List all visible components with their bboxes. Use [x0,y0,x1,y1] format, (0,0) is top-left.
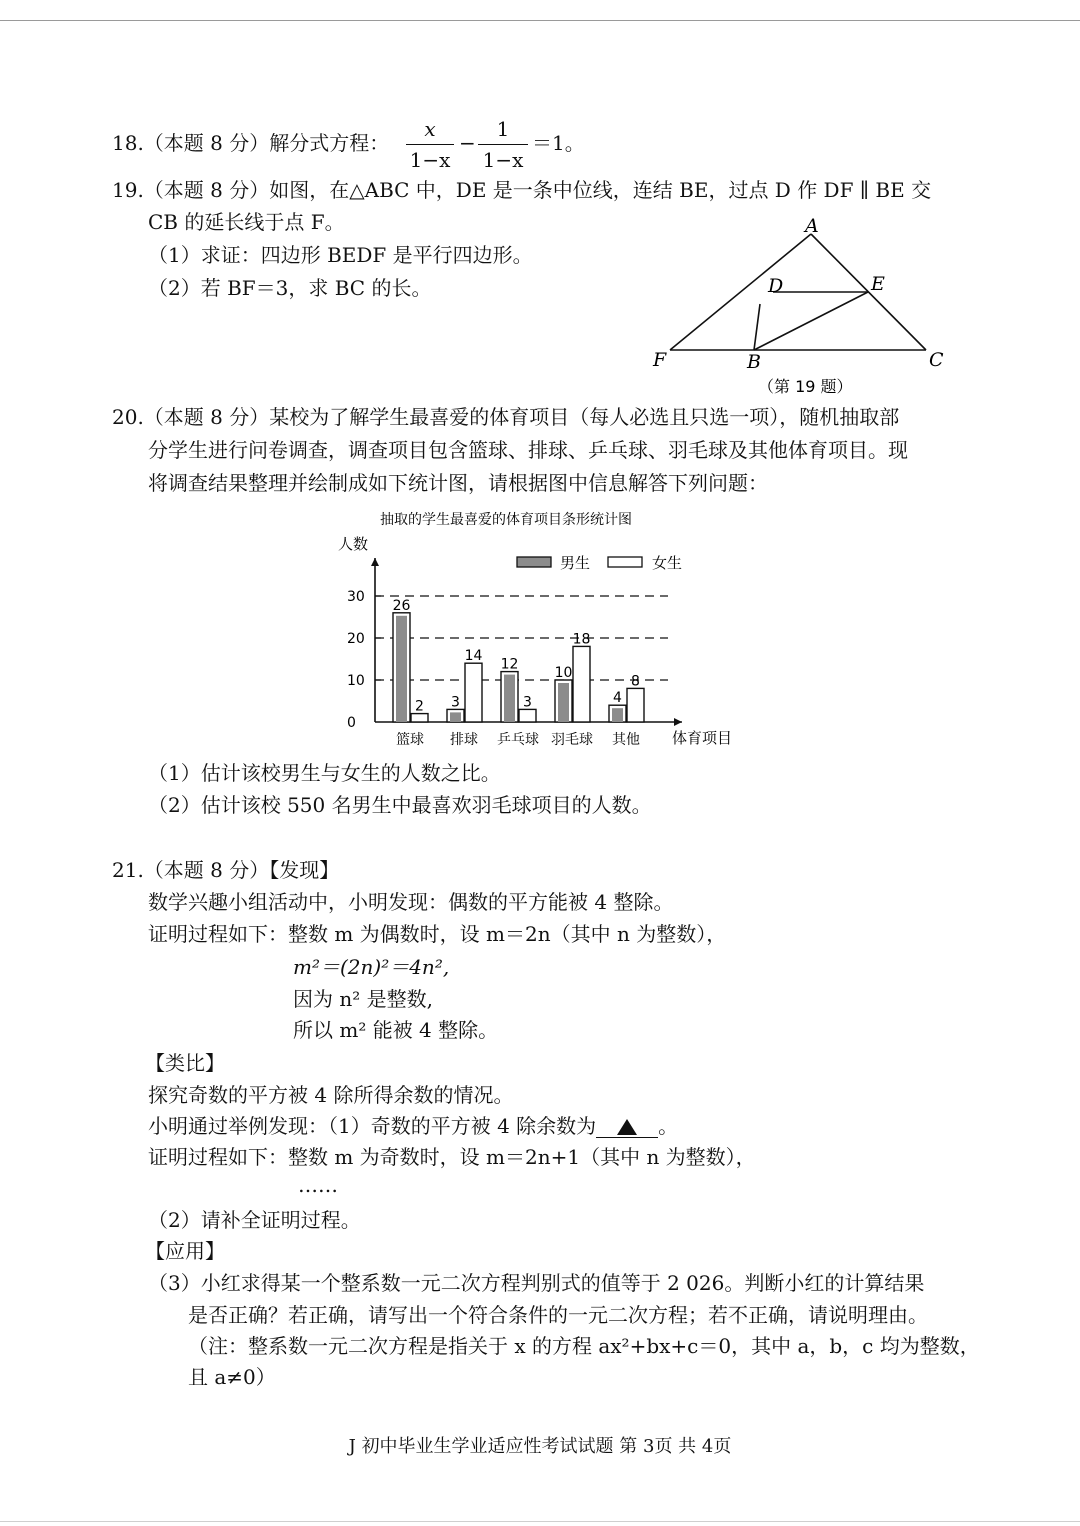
q19-part-2: （2）若 BF＝3，求 BC 的长。 [148,276,432,300]
answer-blank[interactable] [596,1115,658,1138]
x-tick-label: 排球 [450,732,478,748]
legend-female-swatch [608,557,642,567]
q21-line-2: 证明过程如下：整数 m 为偶数时，设 m＝2n（其中 n 为整数）， [148,922,727,946]
q21-ellipsis: …… [298,1173,338,1197]
plot-area [347,558,682,748]
data-label: 12 [500,656,519,673]
q21-line-5: 所以 m² 能被 4 整除。 [293,1018,499,1042]
q19-part-1: （1）求证：四边形 BEDF 是平行四边形。 [148,243,533,267]
y-axis-arrow [371,558,379,566]
bar-male-fill [558,683,569,722]
q21-line-8: 证明过程如下：整数 m 为奇数时，设 m＝2n+1（其中 n 为整数）， [148,1145,756,1169]
bar-male-fill [612,708,623,722]
q18-fraction-1 [406,117,454,172]
x-axis-label: 体育项目 [672,729,733,747]
q21-analogy-heading: 【类比】 [145,1051,225,1075]
data-label: 10 [554,665,573,681]
q19-figure-caption: （第 19 题） [758,377,853,396]
q19-line-1: 19.（本题 8 分）如图，在△ABC 中，DE 是一条中位线，连结 BE，过点 D 作 DF ∥ BE 交 [112,178,932,202]
q21-line-10: （2）请补全证明过程。 [148,1208,361,1232]
data-label: 4 [613,690,622,707]
label-c: C [929,349,944,371]
q20-part-1: （1）估计该校男生与女生的人数之比。 [148,761,501,785]
q18-frac2-numerator: 1 [496,117,510,141]
q18-frac1-denominator: 1−x [409,148,451,172]
legend-female-label: 女生 [652,554,683,572]
data-label: 8 [631,673,640,690]
bar-female [411,714,428,722]
bar-female [573,646,590,722]
q21-title: 21.（本题 8 分）【发现】 [112,858,340,882]
q21-line-12: 是否正确？若正确，请写出一个符合条件的一元二次方程；若不正确，请说明理由。 [188,1303,928,1327]
triangle-icon [617,1119,637,1135]
q18-suffix: ＝1。 [532,131,585,155]
chart-legend [517,554,682,572]
q19-line-2: CB 的延长线于点 F。 [148,210,345,234]
q18-prefix: 18.（本题 8 分）解分式方程： [112,131,390,155]
label-b: B [747,351,761,373]
data-label: 18 [572,631,591,648]
bar-female [519,709,536,722]
y-tick-label: 30 [347,589,365,605]
data-label: 14 [464,648,483,665]
x-tick-label: 乒乓球 [497,732,539,748]
q20-line-2: 分学生进行问卷调查，调查项目包含篮球、排球、乒乓球、羽毛球及其他体育项目。现 [148,438,908,462]
y-tick-label: 0 [347,715,356,731]
page-footer: J 初中毕业生学业适应性考试试题 第 3页 共 4页 [348,1436,732,1457]
label-a: A [805,215,819,237]
bottom-rule [0,1521,1080,1522]
label-e: E [871,273,885,295]
q21-line-4: 因为 n² 是整数, [293,987,433,1011]
q21-line-6: 探究奇数的平方被 4 除所得余数的情况。 [148,1083,514,1107]
bar-male-fill [450,712,461,722]
q20-line-3: 将调查结果整理并绘制成如下统计图，请根据图中信息解答下列问题： [148,471,768,495]
q18-frac1-numerator: x [424,117,436,141]
chart-title: 抽取的学生最喜爱的体育项目条形统计图 [380,512,632,528]
bar-female [465,663,482,722]
label-f: F [653,349,667,371]
x-tick-label: 篮球 [396,732,424,748]
q18-frac2-bar [478,144,528,145]
q21-line-7-text: 小明通过举例发现：（1）奇数的平方被 4 除余数为 [148,1114,597,1138]
x-axis-arrow [674,718,682,726]
legend-male-label: 男生 [560,554,591,572]
data-label: 2 [415,698,424,715]
bar-male-fill [396,616,407,722]
data-label: 26 [392,597,411,614]
data-label: 3 [451,694,460,711]
bar-chart [320,500,770,755]
q21-line-1: 数学兴趣小组活动中，小明发现：偶数的平方能被 4 整除。 [148,890,674,914]
q21-apply-heading: 【应用】 [145,1239,225,1263]
y-tick-label: 20 [347,631,365,647]
q21-line-7 [148,1113,678,1139]
legend-male-swatch [517,557,551,567]
q21-line-14: 且 a≠0） [188,1365,276,1389]
y-tick-label: 10 [347,673,365,689]
label-d: D [768,275,784,297]
q20-line-1: 20.（本题 8 分）某校为了解学生最喜爱的体育项目（每人必选且只选一项），随机抽取部 [112,405,900,429]
q20-part-2: （2）估计该校 550 名男生中最喜欢羽毛球项目的人数。 [148,793,652,817]
q19-triangle-figure [640,212,960,402]
bar-female [627,688,644,722]
q18-fraction-2 [478,117,528,172]
q18-minus: − [459,131,476,155]
x-tick-label: 其他 [612,732,640,748]
y-axis-label: 人数 [338,535,369,553]
q18-frac1-bar [406,144,454,145]
q21-line-7-end: 。 [658,1114,679,1138]
x-tick-label: 羽毛球 [551,732,593,748]
q21-line-11: （3）小红求得某一个整系数一元二次方程判别式的值等于 2 026。判断小红的计算结果 [148,1271,925,1295]
bar-male-fill [504,675,515,722]
q21-line-13: （注：整系数一元二次方程是指关于 x 的方程 ax²+bx+c＝0，其中 a，b，c 均为整数， [188,1334,980,1358]
data-label: 3 [523,694,532,711]
top-rule [0,20,1080,21]
q21-line-3: m²＝(2n)²＝4n², [293,955,450,979]
q18-frac2-denominator: 1−x [482,148,524,172]
